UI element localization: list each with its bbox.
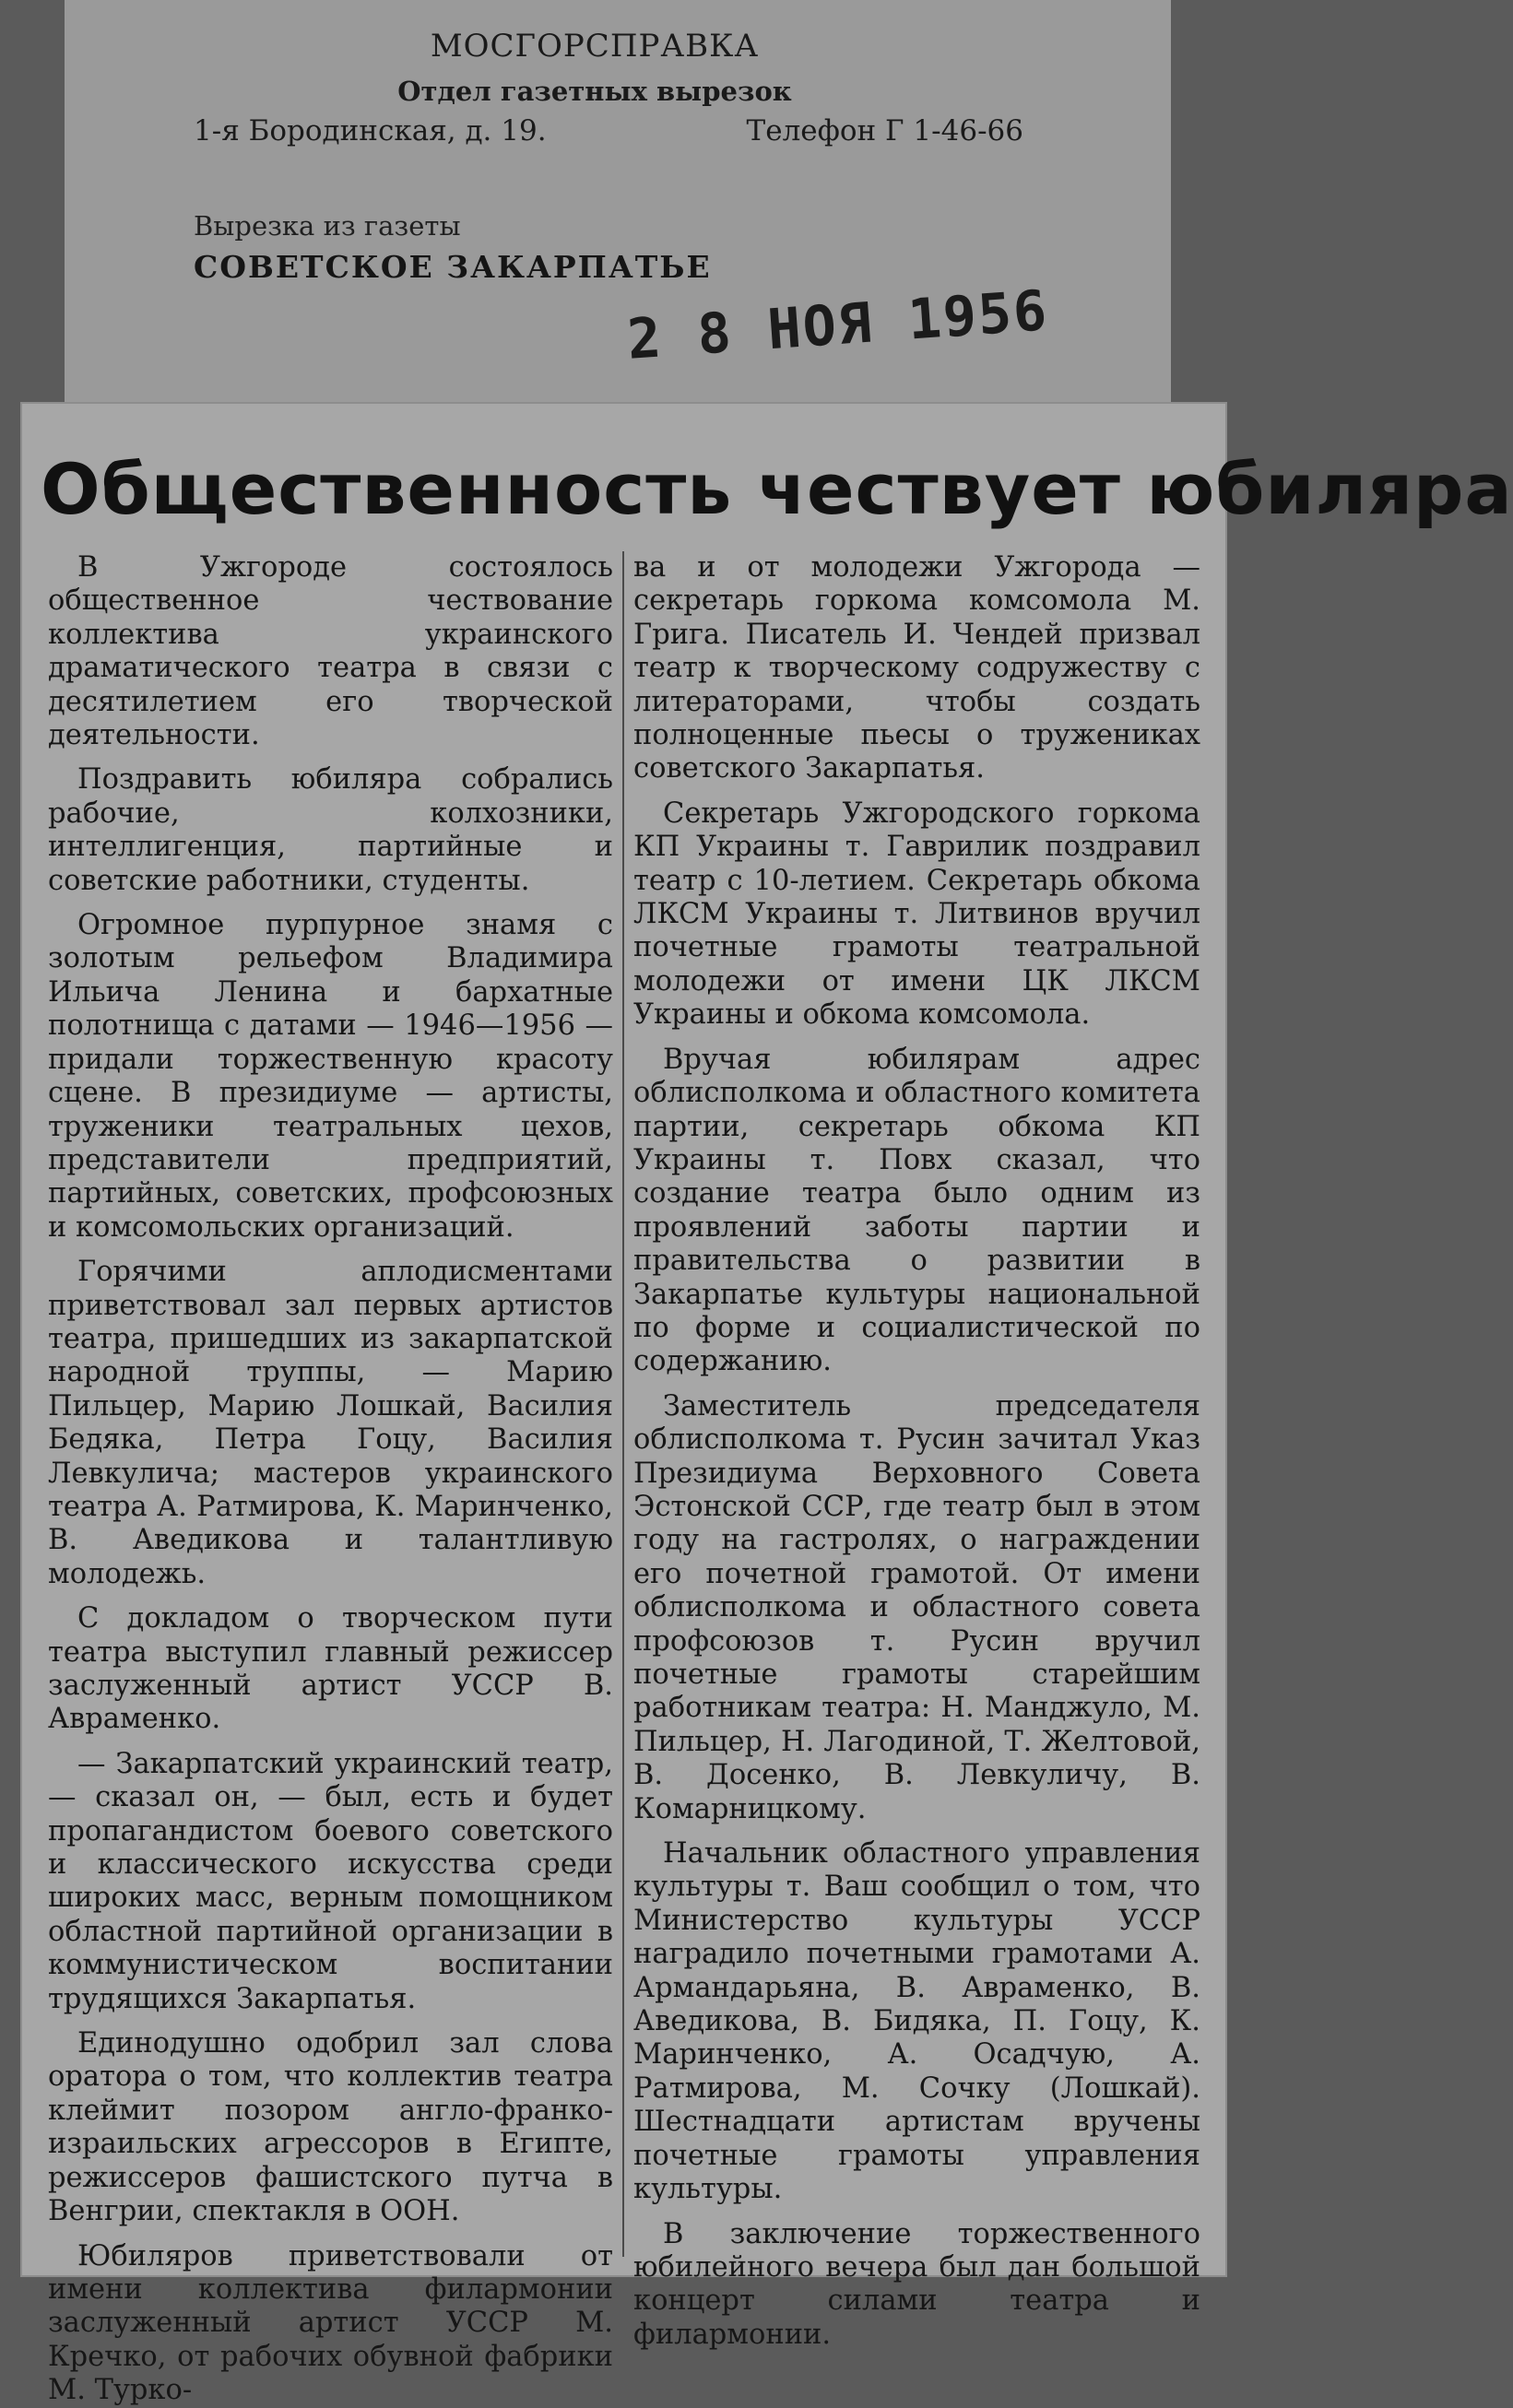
paragraph: С докладом о творческом пути театра выступил главный режиссер заслуженный артист УССР В. Авраменко.: [48, 1602, 613, 1736]
paragraph: Заместитель председателя облисполкома т. Русин зачитал Указ Президиума Верховного Совета Эстонской ССР, где театр был в этом году на гастролях, о награждении его почетной грамотой. От имени облисполкома и областного совета профсоюзов т. Русин вручил почетные грамоты старейшим работникам театра: Н. Манджуло, М. Пильцер, Н. Лагодиной, Т. Желтовой, В. Досенко, В. Левкуличу, В. Комарницкому.: [633, 1389, 1200, 1825]
paragraph: Поздравить юбиляра собрались рабочие, колхозники, интеллигенция, партийные и советские работники, студенты.: [48, 763, 613, 897]
right-column: [624, 551, 1210, 2351]
paragraph: — Закарпатский украинский театр, — сказал он, — был, есть и будет пропагандистом боевого советского и классического искусства среди широких масс, верным помощником областной партийной организации в коммунистическом воспитании трудящихся Закарпатья.: [48, 1747, 613, 2015]
newspaper-clipping: [20, 402, 1513, 2407]
paragraph: Единодушно одобрил зал слова оратора о том, что коллектив театра клеймит позором англо-франко-израильских агрессоров в Египте, режиссеров фашистского путча в Венгрии, спектакля в ООН.: [48, 2027, 613, 2228]
paragraph: Юбиляров приветствовали от имени коллектива филармонии заслуженный артист УССР М. Кречко, от рабочих обувной фабрики М. Турко-: [48, 2239, 613, 2407]
contact-line: [194, 114, 1023, 148]
paragraph-continued: ва и от молодежи Ужгорода — секретарь горкома комсомола М. Грига. Писатель И. Чендей призвал театр к творческому содружеству с литераторами, чтобы создать полноценные пьесы о тружениках советского Закарпатья.: [633, 551, 1200, 785]
paragraph: Начальник областного управления культуры т. Ваш сообщил о том, что Министерство культуры УССР наградило почетными грамотами А. Армандарьяна, В. Авраменко, В. Аведикова, В. Бидяка, П. Гоцу, К. Маринченко, А. Осадчую, А. Ратмирова, М. Сочку (Лошкай). Шестнадцати артистам вручены почетные грамоты управления культуры.: [633, 1837, 1200, 2206]
paragraph: Вручая юбилярам адрес облисполкома и областного комитета партии, секретарь обкома КП Украины т. Повх сказал, что создание театра было одним из проявлений заботы партии и правительства о развитии в Закарпатье культуры национальной по форме и социалистической по содержанию.: [633, 1043, 1200, 1378]
left-column: [39, 551, 624, 2407]
address: 1-я Бородинская, д. 19.: [194, 114, 547, 148]
article-headline: Общественность чествует юбиляра: [41, 448, 1513, 530]
paragraph: Горячими аплодисментами приветствовал зал первых артистов театра, пришедших из закарпатской народной труппы, — Марию Пильцер, Марию Лошкай, Василия Бедяка, Петра Гоцу, Василия Левкулича; мастеров украинского театра А. Ратмирова, К. Маринченко, В. Аведикова и талантливую молодежь.: [48, 1256, 613, 1590]
paragraph: В Ужгороде состоялось общественное чествование коллектива украинского драматического театра в связи с десятилетием его творческой деятельности.: [48, 551, 613, 752]
paragraph: Огромное пурпурное знамя с золотым рельефом Владимира Ильича Ленина и бархатные полотнища с датами — 1946—1956 — придали торжественную красоту сцене. В президиуме — артисты, труженики театральных цехов, представители предприятий, партийных, советских, профсоюзных и комсомольских организаций.: [48, 909, 613, 1244]
clip-label: Вырезка из газеты: [194, 210, 461, 242]
department-name: Отдел газетных вырезок: [397, 76, 792, 107]
agency-name: МОСГОРСПРАВКА: [430, 28, 760, 65]
date-stamp: 2 8 НОЯ 1956: [625, 278, 1051, 372]
paragraph: Секретарь Ужгородского горкома КП Украины т. Гаврилик поздравил театр с 10-летием. Секретарь обкома ЛКСМ Украины т. Литвинов вручил почетные грамоты театральной молодежи от имени ЦК ЛКСМ Украины и обкома комсомола.: [633, 797, 1200, 1032]
paragraph: В заключение торжественного юбилейного вечера был дан большой концерт силами театра и филармонии.: [633, 2217, 1200, 2351]
article-body: [39, 551, 1210, 2407]
phone: Телефон Г 1-46-66: [746, 114, 1023, 148]
newspaper-name: СОВЕТСКОЕ ЗАКАРПАТЬЕ: [194, 249, 712, 285]
clipping-service-header: [65, 0, 1171, 424]
